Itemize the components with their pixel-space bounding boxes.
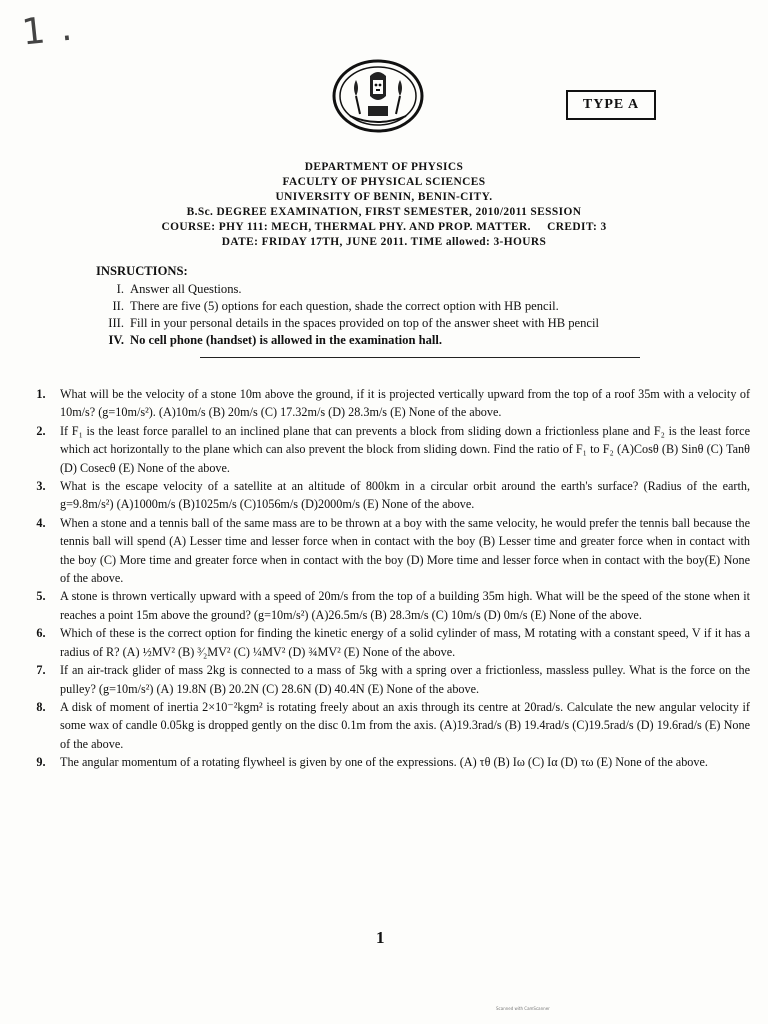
question-item — [22, 624, 750, 661]
question-text: If an air-track glider of mass 2kg is connected to a mass of 5kg with a spring over a frictionless, massless pulley. What is the force on the pulley? (g=10m/s²) (A) 19.8N (B) 20.2N (C) 28.6N (D) 40.4N (E) None of the above. — [60, 663, 750, 696]
header-exam: B.Sc. DEGREE EXAMINATION, FIRST SEMESTER, 2010/2011 SESSION — [186, 206, 582, 218]
instruction-item — [96, 281, 686, 298]
instruction-text: Answer all Questions. — [130, 282, 242, 296]
question-number: 7. — [36, 663, 46, 678]
question-number: 8. — [36, 699, 46, 714]
question-text: A stone is thrown vertically upward with a speed of 20m/s from the top of a building 35m high. What will be the speed of the stone when it reaches a point 15m above the ground? (g=10m/s²) (A)26.5m/s (B) 28.3m/s (C) 10m/s (D) 0m/s (E) None of the above. — [60, 589, 750, 622]
question-text: Which of these is the correct option for finding the kinetic energy of a solid cylinder of mass, M rotating with a constant speed, V if it has a radius of R? (A) ½MV² (B) ³⁄₂MV² (C) ¼MV² (D) ¾MV² (E) None of the above. — [60, 626, 750, 659]
instruction-item — [96, 332, 686, 349]
question-text: What is the escape velocity of a satellite at an altitude of 800km in a circular orbit around the earth's surface? (Radius of the earth, g=9.8m/s²) (A)1000m/s (B)1025m/s (C)1056m/s (D)2000m/s (E) None of the above. — [60, 479, 750, 512]
question-text: When a stone and a tennis ball of the same mass are to be thrown at a boy with the same velocity, he would prefer the tennis ball because the tennis ball will spend (A) Lesser time and lesser force when in contact with the boy (B) Lesser time and greater force when in contact with the boy (C) More time and greater force when in contact with the boy (D) More time and lesser force when in contact with the boy(E) None of the above. — [60, 515, 750, 586]
question-text: What will be the velocity of a stone 10m above the ground, if it is projected vertically upward from the top of a roof 35m with a velocity of 10m/s? (g=10m/s²). (A)10m/s (B) 20m/s (C) 17.32m/s (D) 28.3m/s (E) None of the above. — [60, 387, 750, 420]
question-item — [22, 753, 750, 771]
instructions — [96, 263, 686, 349]
question-text: If F₁ is the least force parallel to an inclined plane that can prevents a block from sliding down a frictionless plane and F₂ is the least force which act horizontally to the plane which can also prevent the block from sliding down. Find the ratio of F₁ to F₂ (A)Cosθ (B) Sinθ (C) Tanθ (D) Cosecθ (E) None of the above. — [60, 423, 750, 475]
instruction-item — [96, 298, 686, 315]
instructions-heading: INSRUCTIONS: — [96, 264, 188, 278]
instruction-number: III. — [108, 316, 124, 330]
question-item — [22, 477, 750, 514]
instruction-text: Fill in your personal details in the spaces provided on top of the answer sheet with HB pencil — [130, 316, 600, 330]
instruction-text: No cell phone (handset) is allowed in the examination hall. — [130, 333, 443, 347]
header-date: DATE: FRIDAY 17TH, JUNE 2011. TIME allowed: 3-HOURS — [221, 236, 547, 248]
instruction-number: I. — [116, 282, 124, 296]
question-number: 6. — [36, 626, 46, 641]
question-item — [22, 422, 750, 477]
header-faculty: FACULTY OF PHYSICAL SCIENCES — [282, 176, 486, 188]
question-text: A disk of moment of inertia 2×10⁻²kgm² is rotating freely about an axis through its centre at 20rad/s. Calculate the new angular velocity if some wax of candle 0.05kg is dropped gently on the disc 0.1m from the axis. (A)19.3rad/s (B) 19.4rad/s (C)19.5rad/s (D) 19.6rad/s (E) None of the above. — [60, 699, 750, 751]
header-course: COURSE: PHY 111: MECH, THERMAL PHY. AND PROP. MATTER. CREDIT: 3 — [161, 221, 607, 233]
question-item — [22, 698, 750, 753]
university-crest-logo — [330, 58, 426, 134]
question-number: 9. — [36, 755, 46, 770]
question-list — [22, 385, 750, 772]
page-number: 1 — [376, 928, 385, 947]
question-number: 5. — [36, 589, 46, 604]
question-item — [22, 587, 750, 624]
question-text: The angular momentum of a rotating flywheel is given by one of the expressions. (A) τθ (B) Iω (C) Iα (D) τω (E) None of the above. — [60, 755, 708, 770]
exam-type-box: TYPE A — [566, 90, 656, 120]
question-item — [22, 385, 750, 422]
question-item — [22, 661, 750, 698]
instruction-number: II. — [112, 299, 124, 313]
handwritten-mark: 1 . — [19, 7, 76, 54]
question-item — [22, 514, 750, 588]
instruction-item — [96, 315, 686, 332]
question-number: 3. — [36, 479, 46, 494]
question-number: 2. — [36, 423, 46, 438]
header-university: UNIVERSITY OF BENIN, BENIN-CITY. — [275, 191, 493, 203]
instruction-number: IV. — [108, 333, 124, 347]
divider — [200, 357, 640, 358]
scanner-watermark: Scanned with CamScanner — [496, 1006, 550, 1011]
header-department: DEPARTMENT OF PHYSICS — [304, 161, 464, 173]
question-number: 4. — [36, 515, 46, 530]
question-number: 1. — [36, 387, 46, 401]
instruction-text: There are five (5) options for each question, shade the correct option with HB pencil. — [130, 299, 559, 313]
exam-header — [60, 160, 708, 250]
